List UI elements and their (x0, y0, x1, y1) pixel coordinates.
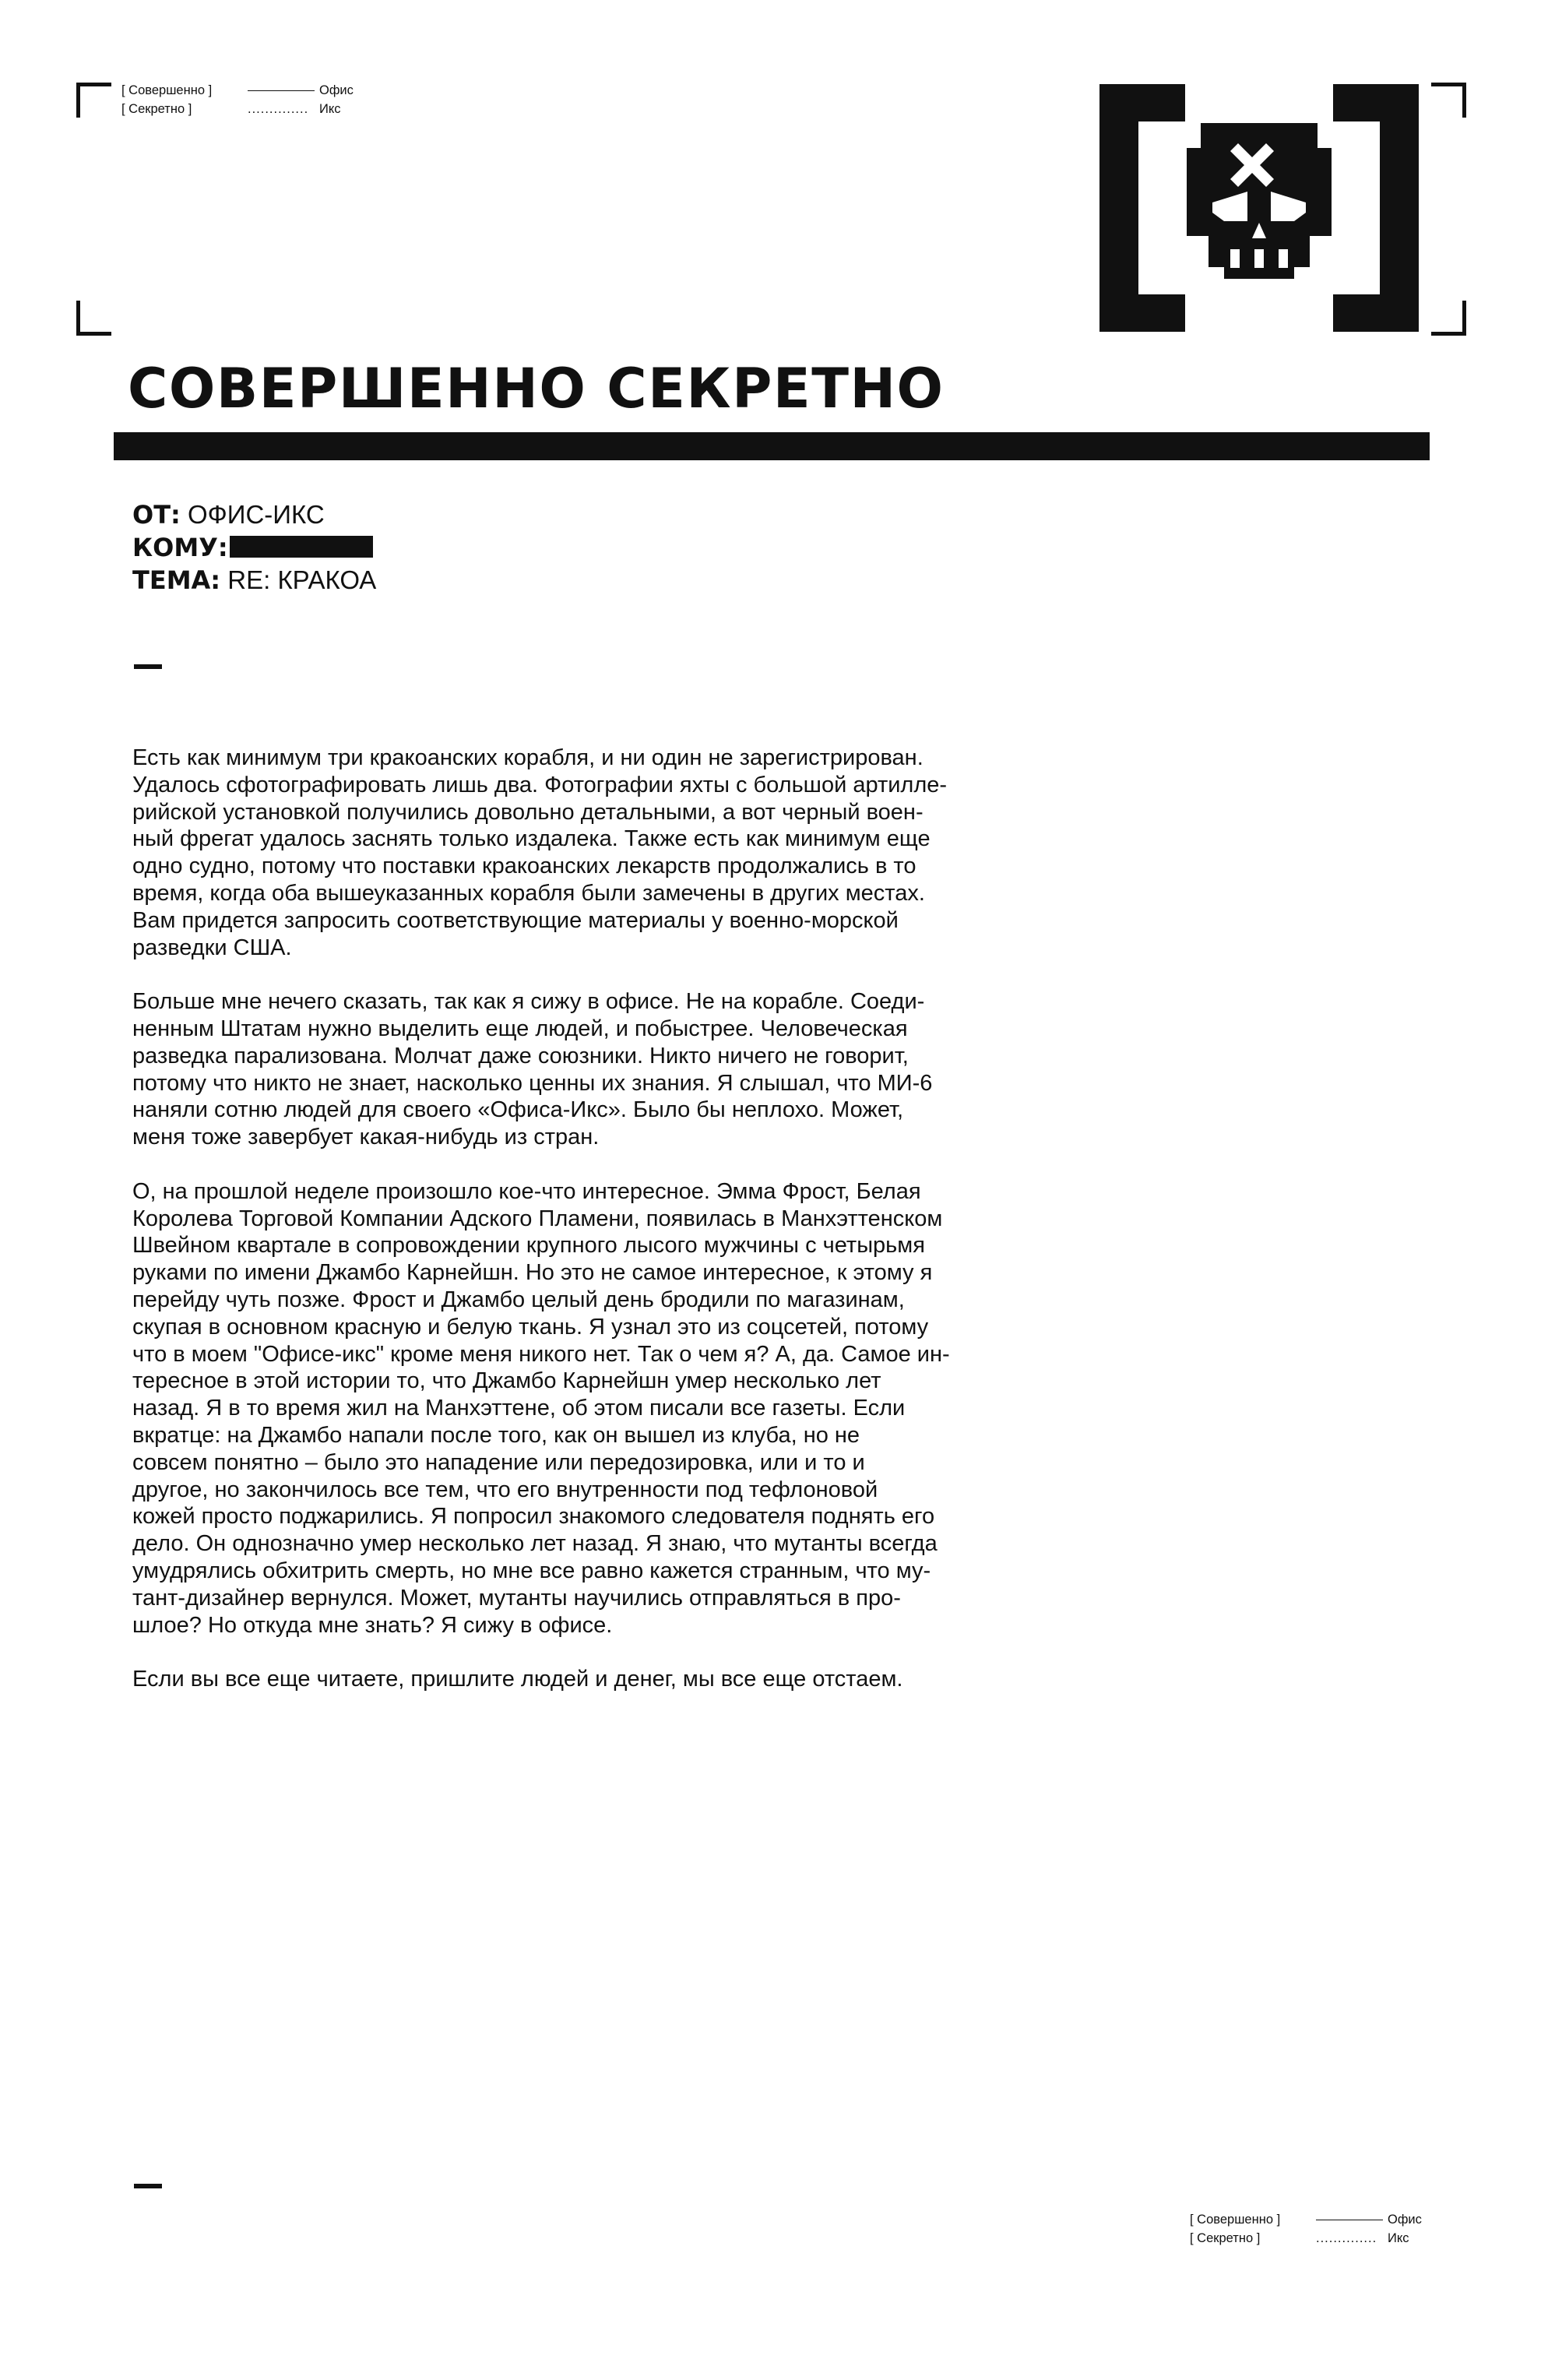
stamp-label-secret: [ Секретно ] (121, 102, 192, 116)
text-line: рийской установкой получились довольно детальными, а вот черный воен- (132, 799, 924, 825)
subject-label: ТЕМА: (132, 565, 221, 595)
corner-bracket-bottom-left (76, 301, 111, 336)
from-label: ОТ: (132, 500, 181, 530)
text-line: разведки США. (132, 935, 292, 960)
text-line: разведка парализована. Молчат даже союзники. Никто ничего не говорит, (132, 1043, 909, 1069)
text-line: Вам придется запросить соответствующие материалы у военно-морской (132, 907, 899, 933)
classification-stamp-bottom (1190, 2210, 1422, 2248)
stamp-label-secret: [ Секретно ] (1190, 2231, 1261, 2245)
text-line: что в моем "Офисе-икс" кроме меня никого нет. Так о чем я? А, да. Самое ин- (132, 1341, 950, 1367)
redaction-bar (230, 536, 373, 558)
text-line: ненным Штатам нужно выделить еще людей, и побыстрее. Человеческая (132, 1016, 908, 1041)
section-dash-bottom (134, 2184, 162, 2188)
stamp-x: Икс (1388, 2231, 1409, 2245)
to-row (132, 531, 376, 564)
stamp-dots: .............. (248, 102, 309, 116)
text-line: Если вы все еще читаете, пришлите людей и денег, мы все еще отстаем. (132, 1667, 903, 1692)
text-line: скупая в основном красную и белую ткань. Я узнал это из соцсетей, потому (132, 1314, 929, 1340)
memo-header (132, 498, 376, 597)
text-line: перейду чуть позже. Фрост и Джамбо целый день бродили по магазинам, (132, 1287, 905, 1312)
subject-value: RE: КРАКОА (227, 565, 377, 594)
text-line: Швейном квартале в сопровождении крупного лысого мужчины с четырьмя (132, 1233, 925, 1259)
text-line: назад. Я в то время жил на Манхэттене, об этом писали все газеты. Если (132, 1396, 906, 1421)
text-line: руками по имени Джамбо Карнейшн. Но это не самое интересное, к этому я (132, 1260, 933, 1286)
to-label: КОМУ: (132, 533, 228, 562)
text-line: дело. Он однозначно умер несколько лет назад. Я знаю, что мутанты всегда (132, 1531, 938, 1557)
text-line: наняли сотню людей для своего «Офиса-Икс». Было бы неплохо. Может, (132, 1097, 904, 1123)
text-line: Больше мне нечего сказать, так как я сижу в офисе. Не на корабле. Соеди- (132, 989, 925, 1015)
title-rule (114, 432, 1430, 460)
corner-bracket-logo-top-right (1431, 83, 1466, 118)
corner-bracket-logo-bottom-right (1431, 301, 1466, 336)
text-line: одно судно, потому что поставки кракоанских лекарств продолжались в то (132, 854, 916, 879)
text-line: Королева Торговой Компании Адского Пламени, появилась в Манхэттенском (132, 1206, 943, 1231)
text-line: кожей просто поджарились. Я попросил знакомого следователя поднять его (132, 1504, 935, 1530)
stamp-office: Офис (319, 83, 354, 97)
memo-paragraph (132, 1178, 1090, 1639)
text-line: ный фрегат удалось заснять только издалека. Также есть как минимум еще (132, 826, 931, 852)
text-line: умудрялись обхитрить смерть, но мне все равно кажется странным, что му- (132, 1558, 931, 1583)
stamp-dots: .............. (1316, 2231, 1377, 2245)
memo-paragraph (132, 988, 1090, 1151)
subject-row (132, 564, 376, 597)
memo-paragraph (132, 745, 1090, 961)
text-line: потому что никто не знает, насколько ценны их знания. Я слышал, что МИ-6 (132, 1070, 933, 1096)
text-line: тант-дизайнер вернулся. Может, мутанты научились отправляться в про- (132, 1585, 901, 1611)
stamp-label-top-secret: [ Совершенно ] (1190, 2213, 1281, 2227)
text-line: Есть как минимум три кракоанских корабля, и ни один не зарегистрирован. (132, 745, 924, 770)
text-line: шлое? Но откуда мне знать? Я сижу в офисе. (132, 1612, 613, 1638)
text-line: вкратце: на Джамбо напали после того, как он вышел из клуба, но не (132, 1422, 860, 1448)
stamp-x: Икс (319, 102, 341, 116)
memo-paragraph (132, 1666, 1090, 1693)
page-title: СОВЕРШЕННО СЕКРЕТНО (128, 357, 945, 421)
skull-x-icon (1099, 84, 1419, 332)
text-line: меня тоже завербует какая-нибудь из стран. (132, 1125, 600, 1150)
stamp-office: Офис (1388, 2213, 1422, 2227)
text-line: О, на прошлой неделе произошло кое-что интересное. Эмма Фрост, Белая (132, 1178, 921, 1204)
text-line: другое, но закончилось все тем, что его внутренности под тефлоновой (132, 1477, 878, 1502)
classification-stamp-top (121, 81, 354, 118)
from-row (132, 498, 376, 531)
text-line: время, когда оба вышеуказанных корабля были замечены в других местах. (132, 880, 925, 906)
stamp-label-top-secret: [ Совершенно ] (121, 83, 213, 97)
text-line: тересное в этой истории то, что Джамбо Карнейшн умер несколько лет (132, 1368, 881, 1394)
text-line: Удалось сфотографировать лишь два. Фотографии яхты с большой артилле- (132, 772, 948, 797)
memo-body (132, 745, 1090, 1720)
section-dash-top (134, 664, 162, 669)
text-line: совсем понятно – было это нападение или передозировка, или и то и (132, 1449, 865, 1475)
corner-bracket-top-left (76, 83, 111, 118)
from-value: ОФИС-ИКС (188, 500, 325, 529)
stamp-underline (248, 90, 315, 91)
